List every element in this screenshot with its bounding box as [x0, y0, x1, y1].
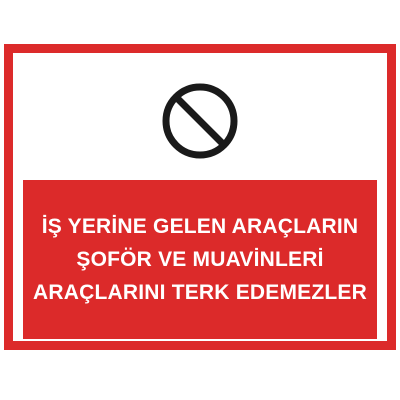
prohibition-icon — [161, 82, 239, 160]
sign-text-line-3: ARAÇLARINI TERK EDEMEZLER — [33, 281, 367, 304]
sign-text-line-1: İŞ YERİNE GELEN ARAÇLARIN — [41, 215, 359, 238]
sign-text-banner — [23, 180, 377, 339]
warning-sign — [4, 44, 396, 350]
sign-text-line-2: ŞOFÖR VE MUAVİNLERİ — [76, 248, 324, 271]
